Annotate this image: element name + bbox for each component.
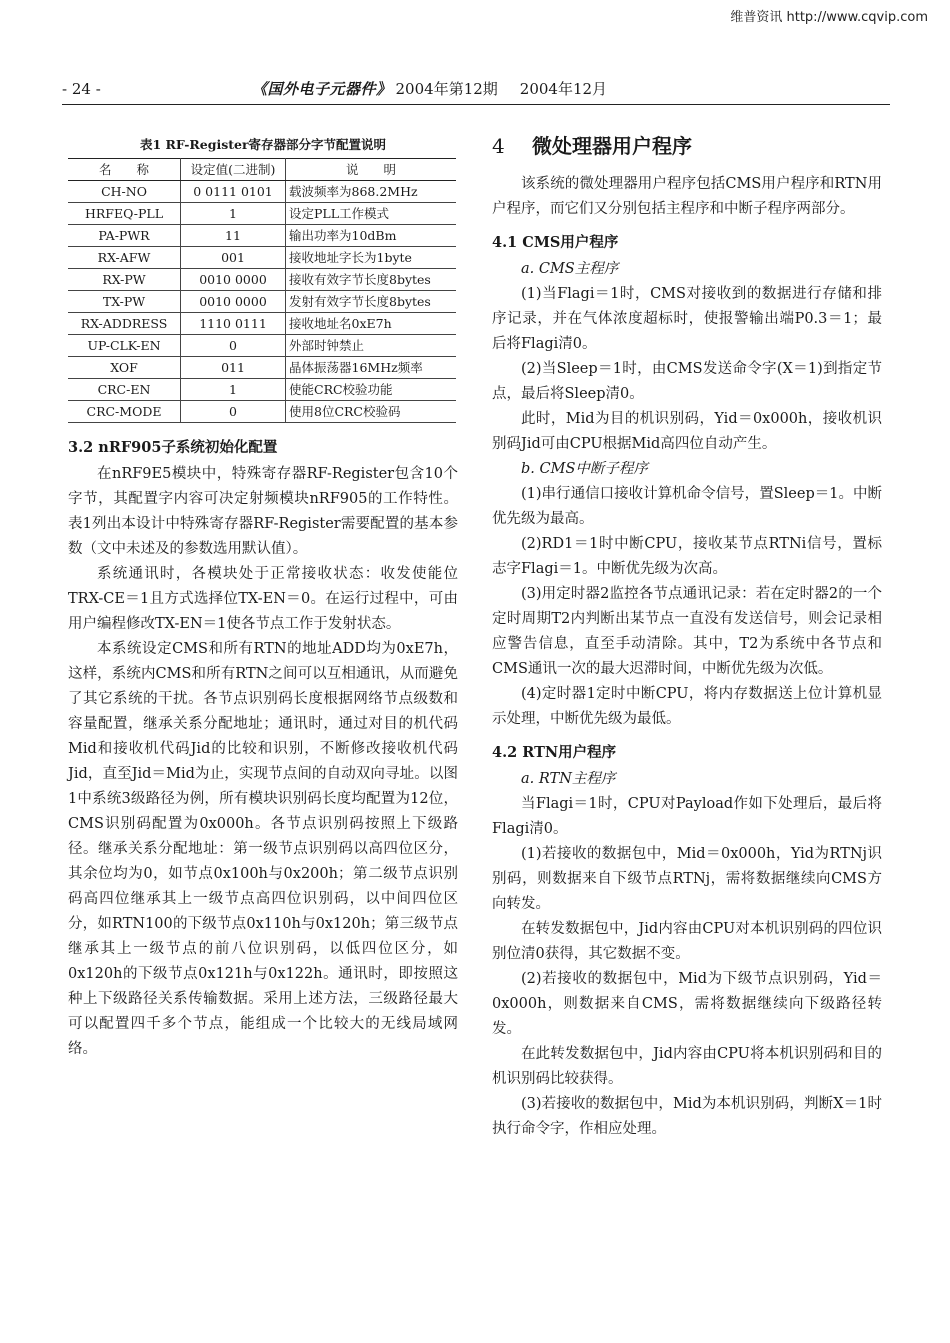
right-column xyxy=(492,132,882,1142)
cell-name: CRC-MODE xyxy=(68,401,181,423)
cell-description: 接收地址字长为1byte xyxy=(286,247,457,269)
paragraph: (2)当Sleep＝1时，由CMS发送命令字(X＝1)到指定节点，最后将Sleep清0。 xyxy=(492,361,882,402)
cell-value: 011 xyxy=(181,357,286,379)
table-row xyxy=(68,379,456,401)
paragraph: (1)串行通信口接收计算机命令信号，置Sleep＝1。中断优先级为最高。 xyxy=(492,486,882,527)
paragraph: 系统通讯时，各模块处于正常接收状态：收发使能位TRX-CE＝1且方式选择位TX-EN＝0。在运行过程中，可由用户编程修改TX-EN＝1使各节点工作于发射状态。 xyxy=(68,566,458,632)
table-row xyxy=(68,357,456,379)
paragraph: 在转发数据包中，Jid内容由CPU对本机识别码的四位识别位清0获得，其它数据不变。 xyxy=(492,921,882,962)
paragraph: 此时，Mid为目的机识别码，Yid＝0x000h，接收机识别码Jid可由CPU根据Mid高四位自动产生。 xyxy=(492,411,882,452)
cell-name: PA-PWR xyxy=(68,225,181,247)
header-name: 名 称 xyxy=(68,159,181,181)
section-4-heading xyxy=(492,132,882,160)
cell-value: 001 xyxy=(181,247,286,269)
table-row xyxy=(68,203,456,225)
table-row xyxy=(68,291,456,313)
header-value: 设定值(二进制) xyxy=(181,159,286,181)
table-row xyxy=(68,181,456,203)
section-3-2-heading: 3.2 nRF905子系统初始化配置 xyxy=(68,439,278,456)
cell-value: 0 xyxy=(181,401,286,423)
register-config-table xyxy=(68,158,456,423)
cell-description: 载波频率为868.2MHz xyxy=(286,181,457,203)
table-row xyxy=(68,225,456,247)
header-description: 说 明 xyxy=(286,159,457,181)
cell-name: RX-AFW xyxy=(68,247,181,269)
cell-value: 11 xyxy=(181,225,286,247)
paragraph: 该系统的微处理器用户程序包括CMS用户程序和RTN用户程序，而它们又分别包括主程序和中断子程序两部分。 xyxy=(492,176,882,217)
cell-description: 接收有效字节长度8bytes xyxy=(286,269,457,291)
paragraph: 在此转发数据包中，Jid内容由CPU将本机识别码和目的机识别码比较获得。 xyxy=(492,1046,882,1087)
journal-title: 《国外电子元器件》 xyxy=(252,80,392,98)
paragraph: (1)当Flagi＝1时，CMS对接收到的数据进行存储和排序记录，并在气体浓度超标时，使报警输出端P0.3＝1；最后将Flagi清0。 xyxy=(492,286,882,352)
paragraph: (3)若接收的数据包中，Mid为本机识别码，判断X＝1时执行命令字，作相应处理。 xyxy=(492,1096,882,1137)
table-row xyxy=(68,247,456,269)
subsection-heading: a. CMS主程序 xyxy=(521,261,619,277)
paragraph: 本系统设定CMS和所有RTN的地址ADD均为0xE7h，这样，系统内CMS和所有RTN之间可以互相通讯，从而避免了其它系统的干扰。各节点识别码长度根据网络节点级数和容量配置，继承关系分配地址；通讯时，通过对目的机代码Mid和接收机代码Jid的比较和识别，不断修改接收机代码Jid，直至Jid＝Mid为止，实现节点间的自动双向寻址。以图1中系统3级路径为例，所有模块识别码长度均配置为12位，CMS识别码配置为0x000h。各节点识别码按照上下级路径。继承关系分配地址：第一级节点识别码以高四位区分，其余位均为0，如节点0x100h与0x200h；第二级节点识别码高四位继承其上一级节点高四位识别码，以中间四位区分，如RTN100的下级节点0x110h与0x120h；第三级节点继承其上一级节点的前八位识别码，以低四位区分，如0x120h的下级节点0x121h与0x122h。通讯时，即按照这种上下级路径关系传输数据。采用上述方法，三级路径最大可以配置四千多个节点，能组成一个比较大的无线局域网络。 xyxy=(68,641,458,1057)
section-number: 4 xyxy=(492,134,505,158)
cell-value: 0010 0000 xyxy=(181,269,286,291)
cell-description: 使能CRC校验功能 xyxy=(286,379,457,401)
running-header xyxy=(62,78,890,105)
cell-description: 输出功率为10dBm xyxy=(286,225,457,247)
cell-value: 1 xyxy=(181,203,286,225)
cell-description: 发射有效字节长度8bytes xyxy=(286,291,457,313)
paragraph: (2)RD1＝1时中断CPU，接收某节点RTNi信号，置标志字Flagi＝1。中断优先级为次高。 xyxy=(492,536,882,577)
cell-description: 接收地址名0xE7h xyxy=(286,313,457,335)
section-title: 微处理器用户程序 xyxy=(532,134,692,158)
table-row xyxy=(68,335,456,357)
cell-name: XOF xyxy=(68,357,181,379)
cell-name: TX-PW xyxy=(68,291,181,313)
cell-description: 设定PLL工作模式 xyxy=(286,203,457,225)
paragraph: (1)若接收的数据包中，Mid＝0x000h，Yid为RTNj识别码，则数据来自下级节点RTNj，需将数据继续向CMS方向转发。 xyxy=(492,846,882,912)
cell-value: 0 xyxy=(181,335,286,357)
paragraph: (2)若接收的数据包中，Mid为下级节点识别码，Yid＝0x000h，则数据来自CMS，需将数据继续向下级路径转发。 xyxy=(492,971,882,1037)
table-header-row xyxy=(68,159,456,181)
table-row xyxy=(68,401,456,423)
cell-name: CH-NO xyxy=(68,181,181,203)
paragraph: (3)用定时器2监控各节点通讯记录：若在定时器2的一个定时周期T2内判断出某节点一直没有发送信号，则会记录相应警告信息，直至手动清除。其中，T2为系统中各节点和CMS通讯一次的最大迟滞时间，中断优先级为次低。 xyxy=(492,586,882,677)
issue-number: 2004年第12期 xyxy=(395,80,498,98)
cell-name: CRC-EN xyxy=(68,379,181,401)
cell-description: 使用8位CRC校验码 xyxy=(286,401,457,423)
cell-name: RX-PW xyxy=(68,269,181,291)
subsection-heading: a. RTN主程序 xyxy=(521,771,616,787)
paragraph: 在nRF9E5模块中，特殊寄存器RF-Register包含10个字节，其配置字内容可决定射频模块nRF905的工作特性。表1列出本设计中特殊寄存器RF-Register需要配置的基本参数（文中未述及的参数选用默认值）。 xyxy=(68,466,458,557)
cell-description: 晶体振荡器16MHz频率 xyxy=(286,357,457,379)
page-number: - 24 - xyxy=(62,80,101,98)
issue-date: 2004年12月 xyxy=(519,80,608,98)
paragraph: (4)定时器1定时中断CPU，将内存数据送上位计算机显示处理，中断优先级为最低。 xyxy=(492,686,882,727)
cell-value: 0010 0000 xyxy=(181,291,286,313)
table-row xyxy=(68,269,456,291)
left-column xyxy=(68,132,458,1062)
cell-description: 外部时钟禁止 xyxy=(286,335,457,357)
cell-value: 1110 0111 xyxy=(181,313,286,335)
table-row xyxy=(68,313,456,335)
cell-name: UP-CLK-EN xyxy=(68,335,181,357)
paragraph: 当Flagi＝1时，CPU对Payload作如下处理后，最后将Flagi清0。 xyxy=(492,796,882,837)
watermark: 维普资讯 http://www.cqvip.com xyxy=(730,10,928,25)
cell-value: 0 0111 0101 xyxy=(181,181,286,203)
table-caption: 表1 RF-Register寄存器部分字节配置说明 xyxy=(139,137,387,152)
section-4-1-heading: 4.1 CMS用户程序 xyxy=(492,234,619,251)
cell-name: RX-ADDRESS xyxy=(68,313,181,335)
section-4-2-heading: 4.2 RTN用户程序 xyxy=(492,744,617,761)
cell-name: HRFEQ-PLL xyxy=(68,203,181,225)
cell-value: 1 xyxy=(181,379,286,401)
subsection-heading: b. CMS中断子程序 xyxy=(521,461,648,477)
